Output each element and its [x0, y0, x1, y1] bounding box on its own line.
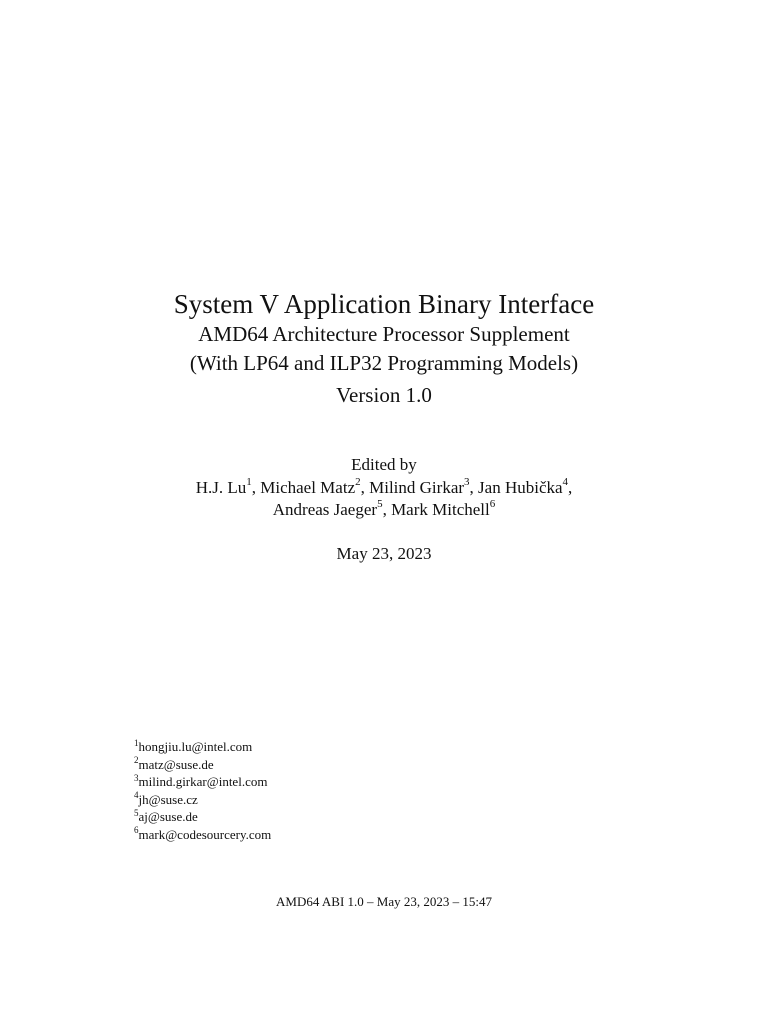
authors-line-1 — [0, 477, 768, 499]
document-date: May 23, 2023 — [336, 544, 432, 563]
version-line: Version 1.0 — [336, 383, 432, 407]
footnote-email: aj@suse.de — [138, 809, 198, 824]
footnote-email: mark@codesourcery.com — [138, 826, 272, 842]
author-name: H.J. Lu — [195, 478, 247, 497]
author-separator: , — [568, 478, 573, 497]
author-separator: , — [469, 478, 479, 497]
authors-line-2 — [0, 499, 768, 521]
programming-models-line: (With LP64 and ILP32 Programming Models) — [189, 351, 579, 375]
author-name: Mark Mitchell — [391, 500, 490, 519]
author-footnote-mark: 4 — [562, 476, 569, 489]
document-title: System V Application Binary Interface — [173, 289, 595, 319]
document-subtitle: AMD64 Architecture Processor Supplement — [198, 322, 570, 346]
author-name: Milind Girkar — [369, 478, 465, 497]
page-footer: AMD64 ABI 1.0 – May 23, 2023 – 15:47 — [276, 894, 492, 909]
footnote-email: milind.girkar@intel.com — [138, 774, 268, 789]
footnote-mark: 1 — [134, 737, 139, 748]
author-footnote-mark: 2 — [355, 476, 361, 489]
footnote-item — [134, 756, 534, 774]
footnote-mark: 2 — [134, 755, 139, 766]
author-footnote-mark: 5 — [377, 498, 383, 511]
footnote-item — [134, 826, 534, 844]
author-name: Andreas Jaeger — [272, 500, 378, 519]
author-footnote-mark: 3 — [464, 476, 470, 489]
footnote-item — [134, 738, 534, 756]
author-separator: , — [251, 478, 261, 497]
author-name: Michael Matz — [260, 478, 356, 497]
edited-by-label: Edited by — [351, 455, 417, 474]
author-separator: , — [382, 500, 392, 519]
footnote-mark: 3 — [134, 772, 139, 783]
author-name: Jan Hubička — [478, 478, 563, 497]
footnote-item — [134, 773, 534, 791]
footnote-item — [134, 791, 534, 809]
footnote-mark: 5 — [134, 807, 139, 818]
footnotes — [134, 738, 534, 843]
author-separator: , — [360, 478, 370, 497]
footnote-mark: 4 — [134, 790, 139, 801]
author-footnote-mark: 6 — [489, 498, 496, 511]
footnote-email: matz@suse.de — [138, 756, 214, 772]
footnote-email: jh@suse.cz — [138, 791, 198, 807]
footnote-mark: 6 — [134, 825, 139, 836]
author-footnote-mark: 1 — [246, 476, 252, 489]
footnote-item — [134, 808, 534, 826]
footnote-email: hongjiu.lu@intel.com — [138, 739, 253, 754]
